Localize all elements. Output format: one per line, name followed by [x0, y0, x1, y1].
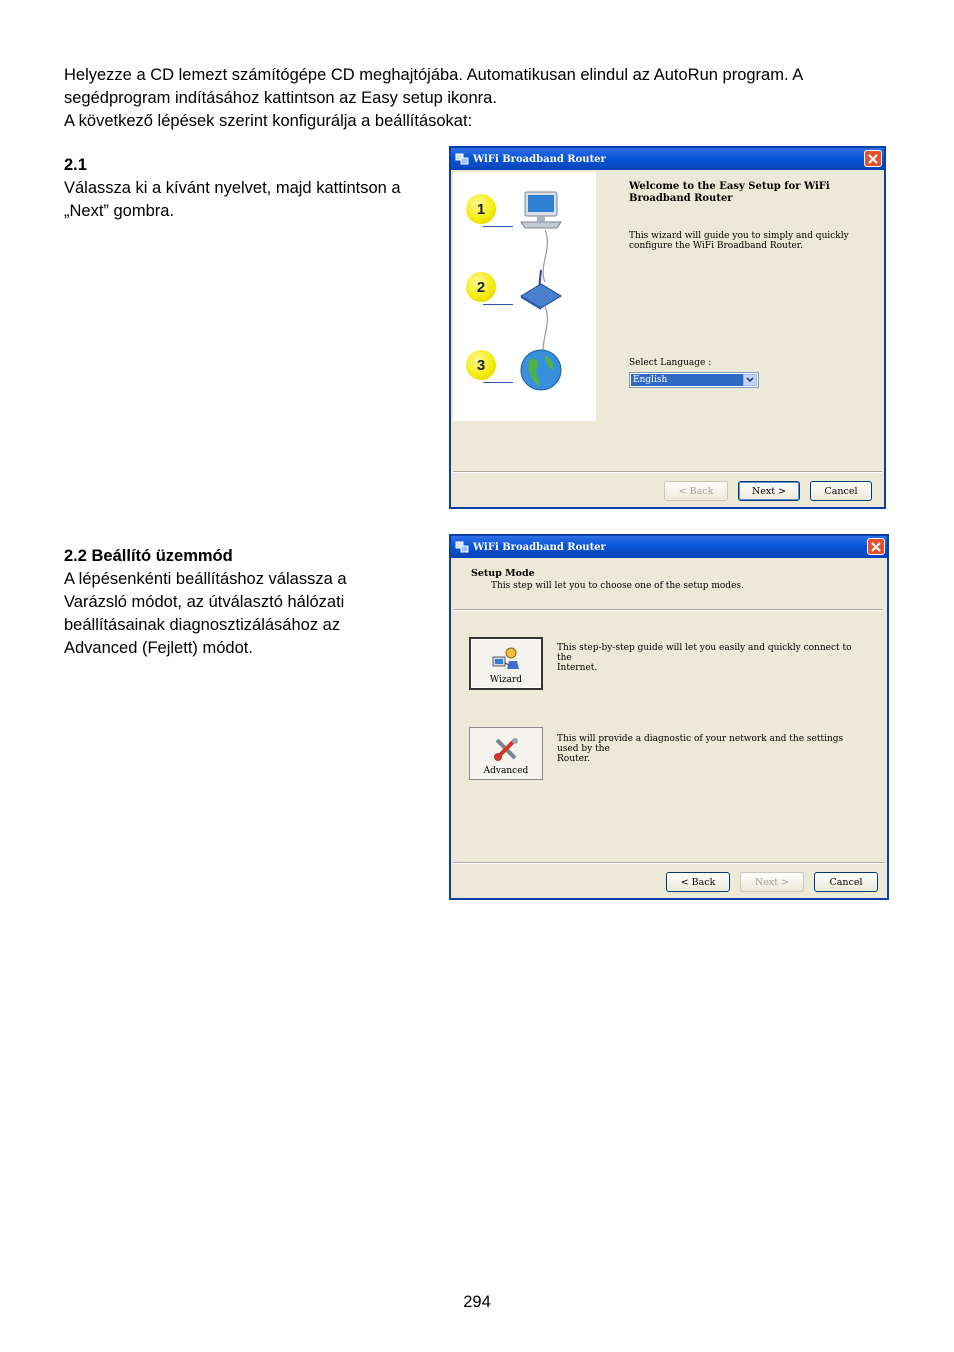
dialog-titlebar[interactable] — [451, 148, 884, 170]
step-badge-1: 1 — [466, 194, 496, 224]
wizard-button[interactable] — [469, 637, 543, 690]
intro-line: A következő lépések szerint konfigurálja a beállításokat: — [64, 112, 473, 130]
page-number: 294 — [463, 1293, 491, 1311]
wizard-description — [557, 643, 867, 673]
button-separator — [453, 471, 882, 473]
section-body: Varázsló módot, az útválasztó hálózati — [64, 593, 345, 611]
section-heading: 2.2 Beállító üzemmód — [64, 547, 233, 565]
welcome-title: Welcome to the Easy Setup for WiFi Broadband Router — [629, 181, 830, 204]
setup-mode-subtitle: This step will let you to choose one of the setup modes. — [491, 581, 744, 591]
setup-mode-dialog — [449, 534, 889, 900]
computer-icon — [519, 190, 563, 230]
section-setup-mode — [64, 545, 444, 660]
intro-line: segédprogram indításához kattintson az Easy setup ikonra. — [64, 89, 497, 107]
advanced-button[interactable] — [469, 727, 543, 780]
intro-text — [64, 64, 894, 133]
step-underline — [483, 382, 513, 383]
dialog-title: WiFi Broadband Router — [473, 153, 606, 165]
section-body: „Next” gombra. — [64, 202, 175, 220]
step-badge-3: 3 — [466, 350, 496, 380]
setup-mode-title: Setup Mode — [471, 568, 535, 579]
dropdown-button[interactable] — [743, 374, 757, 386]
welcome-text-line: configure the WiFi Broadband Router. — [629, 241, 803, 251]
language-value: English — [631, 374, 743, 386]
language-select[interactable] — [629, 372, 759, 388]
close-button[interactable] — [864, 150, 882, 167]
step-underline — [483, 304, 513, 305]
section-body: Advanced (Fejlett) módot. — [64, 639, 253, 657]
close-icon — [871, 542, 881, 552]
header-separator — [453, 609, 883, 611]
section-heading: 2.1 — [64, 156, 87, 174]
network-app-icon — [455, 152, 469, 166]
step-underline — [483, 226, 513, 227]
section-body: Válassza ki a kívánt nyelvet, majd kattintson a — [64, 179, 401, 197]
globe-icon — [519, 348, 563, 392]
dialog-titlebar[interactable] — [451, 536, 887, 558]
welcome-dialog — [449, 146, 886, 509]
cancel-button[interactable]: Cancel — [814, 872, 878, 892]
cancel-button[interactable]: Cancel — [810, 481, 872, 501]
language-label: Select Language : — [629, 358, 712, 368]
dialog-title: WiFi Broadband Router — [473, 541, 606, 553]
step-badge-2: 2 — [466, 272, 496, 302]
router-icon — [519, 268, 563, 310]
section-body: beállításainak diagnosztizálásához az — [64, 616, 341, 634]
chevron-down-icon — [746, 377, 754, 383]
section-body: A lépésenkénti beállításhoz válassza a — [64, 570, 347, 588]
close-icon — [868, 154, 878, 164]
section-language — [64, 154, 444, 223]
wizard-label: Wizard — [489, 675, 523, 685]
back-button[interactable]: < Back — [664, 481, 728, 501]
back-button[interactable]: < Back — [666, 872, 730, 892]
advanced-description-line: This will provide a diagnostic of your network and the settings used by the — [557, 734, 844, 754]
intro-line: Helyezze a CD lemezt számítógépe CD meghajtójába. Automatikusan elindul az AutoRun program. A — [64, 66, 804, 84]
tools-icon — [491, 736, 521, 764]
wizard-description-line: This step-by-step guide will let you easily and quickly connect to the — [557, 643, 852, 663]
close-button[interactable] — [867, 538, 885, 555]
advanced-label: Advanced — [483, 766, 529, 776]
next-button[interactable]: Next > — [740, 872, 804, 892]
setup-steps-panel — [453, 172, 596, 421]
wizard-description-line: Internet. — [557, 663, 598, 673]
advanced-description — [557, 734, 867, 764]
wizard-icon — [491, 645, 521, 673]
next-button[interactable]: Next > — [738, 481, 800, 501]
button-separator — [453, 862, 885, 864]
network-app-icon — [455, 540, 469, 554]
welcome-text — [629, 231, 859, 251]
welcome-text-line: This wizard will guide you to simply and quickly — [629, 231, 849, 241]
advanced-description-line: Router. — [557, 754, 591, 764]
